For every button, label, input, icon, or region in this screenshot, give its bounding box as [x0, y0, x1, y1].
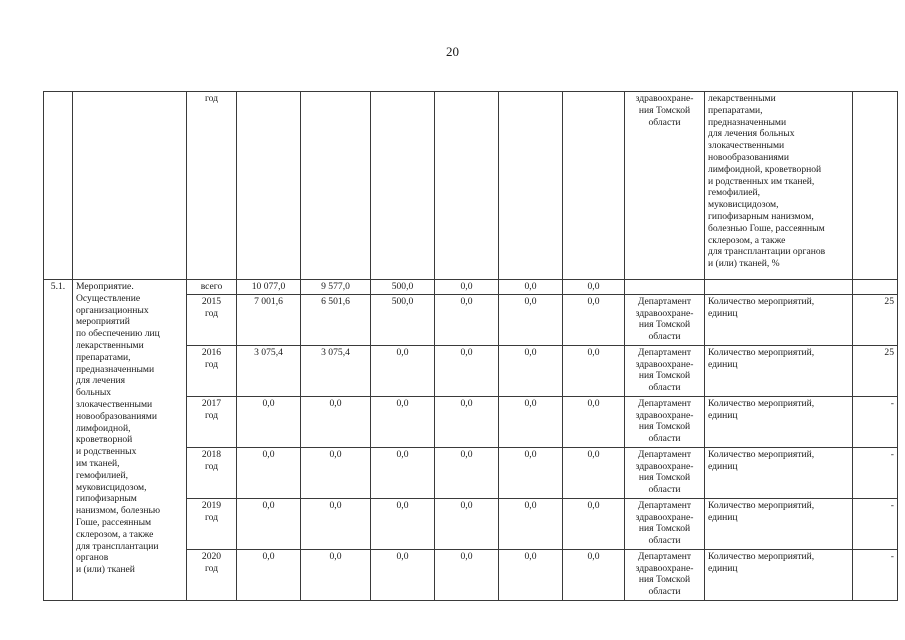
value-cell: 3 075,4 — [301, 345, 371, 396]
value-cell: 0,0 — [371, 345, 435, 396]
target-cell: - — [853, 396, 898, 447]
indicator-cell: Количество мероприятий, единиц — [705, 447, 853, 498]
value-cell: 0,0 — [301, 549, 371, 600]
value-cell: 0,0 — [563, 549, 625, 600]
empty-cell — [853, 280, 898, 295]
empty-cell — [853, 92, 898, 280]
empty-cell — [371, 92, 435, 280]
value-cell: 0,0 — [499, 498, 563, 549]
value-cell: 10 077,0 — [237, 280, 301, 295]
period-cell: 2019 год — [187, 498, 237, 549]
item-name: Мероприятие. Осуществление организационных мероприятий по обеспечению лиц лекарственными препаратами, предназначенными для лечения больных злокачественными новообразованиями лимфоидной, кроветворной и родственных им тканей, гемофилией, муковисцидозом, гипофизарным нанизмом, болезнью Гоше, рассеянным склерозом, а также для трансплантации органов и (или) тканей — [73, 280, 187, 601]
indicator-cell: Количество мероприятий, единиц — [705, 345, 853, 396]
value-cell: 0,0 — [301, 498, 371, 549]
value-cell: 9 577,0 — [301, 280, 371, 295]
value-cell: 0,0 — [435, 345, 499, 396]
department-cell: Департамент здравоохране- ния Томской области — [625, 294, 705, 345]
department-cell: Департамент здравоохране- ния Томской области — [625, 345, 705, 396]
empty-cell — [237, 92, 301, 280]
target-cell: - — [853, 498, 898, 549]
indicator-cell: лекарственными препаратами, предназначенными для лечения больных злокачественными новообразованиями лимфоидной, кроветворной и родственных им тканей, гемофилией, муковисцидозом, гипофизарным нанизмом, болезнью Гоше, рассеянным склерозом, а также для трансплантации органов и (или) тканей, % — [705, 92, 853, 280]
value-cell: 0,0 — [563, 498, 625, 549]
period-cell: 2018 год — [187, 447, 237, 498]
target-cell: 25 — [853, 345, 898, 396]
department-cell: Департамент здравоохране- ния Томской области — [625, 447, 705, 498]
value-cell: 7 001,6 — [237, 294, 301, 345]
item-number: 5.1. — [44, 280, 73, 601]
value-cell: 0,0 — [435, 549, 499, 600]
empty-cell — [563, 92, 625, 280]
indicator-cell: Количество мероприятий, единиц — [705, 294, 853, 345]
empty-cell — [73, 92, 187, 280]
value-cell: 0,0 — [301, 447, 371, 498]
empty-cell — [625, 280, 705, 295]
value-cell: 0,0 — [435, 447, 499, 498]
value-cell: 0,0 — [237, 549, 301, 600]
value-cell: 0,0 — [499, 345, 563, 396]
value-cell: 0,0 — [435, 396, 499, 447]
period-cell: 2020 год — [187, 549, 237, 600]
value-cell: 0,0 — [563, 396, 625, 447]
department-cell: здравоохране- ния Томской области — [625, 92, 705, 280]
department-cell: Департамент здравоохране- ния Томской области — [625, 549, 705, 600]
empty-cell — [44, 92, 73, 280]
value-cell: 0,0 — [371, 549, 435, 600]
value-cell: 0,0 — [499, 294, 563, 345]
indicator-cell: Количество мероприятий, единиц — [705, 549, 853, 600]
value-cell: 6 501,6 — [301, 294, 371, 345]
value-cell: 0,0 — [499, 280, 563, 295]
value-cell: 0,0 — [499, 447, 563, 498]
period-cell: 2015 год — [187, 294, 237, 345]
value-cell: 0,0 — [499, 396, 563, 447]
department-cell: Департамент здравоохране- ния Томской области — [625, 498, 705, 549]
value-cell: 3 075,4 — [237, 345, 301, 396]
empty-cell — [301, 92, 371, 280]
value-cell: 0,0 — [435, 498, 499, 549]
value-cell: 0,0 — [499, 549, 563, 600]
value-cell: 0,0 — [435, 294, 499, 345]
value-cell: 0,0 — [237, 447, 301, 498]
value-cell: 0,0 — [563, 447, 625, 498]
value-cell: 500,0 — [371, 280, 435, 295]
indicator-cell: Количество мероприятий, единиц — [705, 396, 853, 447]
period-cell: 2017 год — [187, 396, 237, 447]
total-row — [44, 280, 898, 295]
target-cell: 25 — [853, 294, 898, 345]
value-cell: 0,0 — [563, 280, 625, 295]
department-cell: Департамент здравоохране- ния Томской области — [625, 396, 705, 447]
period-cell: всего — [187, 280, 237, 295]
target-cell: - — [853, 549, 898, 600]
value-cell: 0,0 — [371, 498, 435, 549]
empty-cell — [435, 92, 499, 280]
empty-cell — [705, 280, 853, 295]
program-table — [43, 91, 898, 601]
value-cell: 0,0 — [237, 396, 301, 447]
value-cell: 500,0 — [371, 294, 435, 345]
target-cell: - — [853, 447, 898, 498]
continuation-row — [44, 92, 898, 280]
period-cell: год — [187, 92, 237, 280]
value-cell: 0,0 — [435, 280, 499, 295]
value-cell: 0,0 — [563, 345, 625, 396]
value-cell: 0,0 — [371, 396, 435, 447]
empty-cell — [499, 92, 563, 280]
value-cell: 0,0 — [301, 396, 371, 447]
page-number: 20 — [446, 44, 459, 59]
value-cell: 0,0 — [563, 294, 625, 345]
indicator-cell: Количество мероприятий, единиц — [705, 498, 853, 549]
value-cell: 0,0 — [237, 498, 301, 549]
value-cell: 0,0 — [371, 447, 435, 498]
period-cell: 2016 год — [187, 345, 237, 396]
